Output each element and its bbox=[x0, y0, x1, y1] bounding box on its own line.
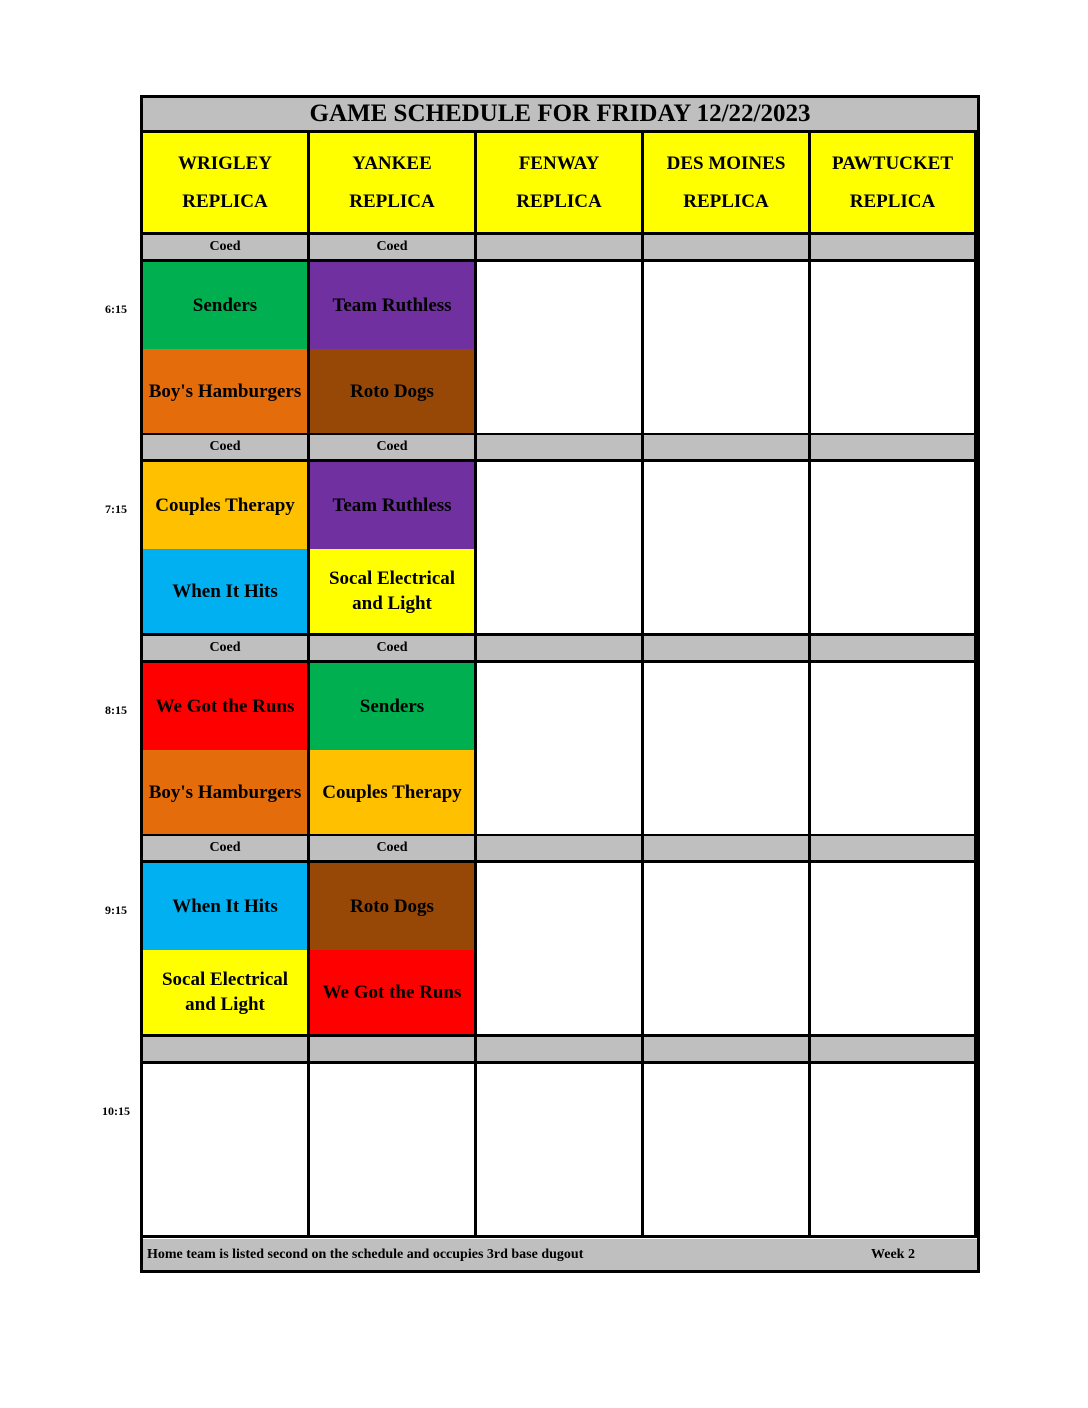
field-subtitle: REPLICA bbox=[849, 191, 936, 212]
division-bar: Coed bbox=[310, 235, 477, 262]
division-bar bbox=[644, 435, 811, 462]
empty-slot bbox=[644, 262, 811, 436]
away-team: Team Ruthless bbox=[310, 262, 477, 349]
division-bar bbox=[811, 636, 977, 663]
footer-note: Home team is listed second on the schedule and occupies 3rd base dugout bbox=[147, 1247, 584, 1262]
schedule-title: GAME SCHEDULE FOR FRIDAY 12/22/2023 bbox=[143, 98, 977, 133]
away-team: Senders bbox=[310, 663, 477, 750]
field-subtitle: REPLICA bbox=[182, 191, 268, 212]
away-team: Couples Therapy bbox=[143, 462, 310, 549]
empty-slot bbox=[644, 663, 811, 837]
schedule-table bbox=[140, 95, 980, 1273]
empty-slot bbox=[644, 863, 811, 1037]
field-subtitle: REPLICA bbox=[683, 191, 769, 212]
empty-slot bbox=[644, 462, 811, 636]
empty-slot bbox=[477, 462, 644, 636]
empty-slot bbox=[477, 262, 644, 436]
empty-slot bbox=[811, 863, 977, 1037]
time-label: 10:15 bbox=[102, 1104, 130, 1118]
field-subtitle: REPLICA bbox=[516, 191, 602, 212]
home-team: Roto Dogs bbox=[310, 349, 477, 436]
empty-slot bbox=[143, 1064, 310, 1238]
division-bar bbox=[811, 435, 977, 462]
field-header bbox=[477, 133, 644, 235]
division-bar: Coed bbox=[143, 435, 310, 462]
week-label: Week 2 bbox=[871, 1247, 915, 1262]
home-team: Boy's Hamburgers bbox=[143, 750, 310, 837]
field-header bbox=[811, 133, 977, 235]
empty-slot bbox=[644, 1064, 811, 1238]
division-bar bbox=[477, 435, 644, 462]
empty-slot bbox=[477, 863, 644, 1037]
away-team: Senders bbox=[143, 262, 310, 349]
division-bar bbox=[644, 836, 811, 863]
division-bar bbox=[644, 636, 811, 663]
home-team: Socal Electrical and Light bbox=[143, 950, 310, 1037]
time-label: 6:15 bbox=[105, 302, 127, 316]
division-bar bbox=[477, 636, 644, 663]
time-label: 8:15 bbox=[105, 703, 127, 717]
away-team: We Got the Runs bbox=[143, 663, 310, 750]
field-name: DES MOINES bbox=[666, 153, 786, 174]
division-bar: Coed bbox=[310, 435, 477, 462]
home-team: When It Hits bbox=[143, 549, 310, 636]
field-name: WRIGLEY bbox=[178, 153, 272, 174]
field-name: FENWAY bbox=[518, 153, 600, 174]
away-team: Team Ruthless bbox=[310, 462, 477, 549]
home-team: Socal Electrical and Light bbox=[310, 549, 477, 636]
footer-bar bbox=[143, 1239, 977, 1270]
division-bar bbox=[811, 235, 977, 262]
division-bar: Coed bbox=[310, 836, 477, 863]
division-bar bbox=[644, 235, 811, 262]
away-team: When It Hits bbox=[143, 863, 310, 950]
empty-slot bbox=[477, 663, 644, 837]
empty-slot bbox=[310, 1064, 477, 1238]
field-header bbox=[644, 133, 811, 235]
division-bar bbox=[477, 235, 644, 262]
away-team: Roto Dogs bbox=[310, 863, 477, 950]
division-bar bbox=[644, 1037, 811, 1064]
home-team: We Got the Runs bbox=[310, 950, 477, 1037]
division-bar: Coed bbox=[143, 836, 310, 863]
division-bar bbox=[477, 836, 644, 863]
division-bar: Coed bbox=[143, 235, 310, 262]
empty-slot bbox=[811, 1064, 977, 1238]
empty-slot bbox=[477, 1064, 644, 1238]
field-subtitle: REPLICA bbox=[349, 191, 435, 212]
division-bar bbox=[143, 1037, 310, 1064]
division-bar bbox=[811, 1037, 977, 1064]
field-header bbox=[310, 133, 477, 235]
division-bar bbox=[310, 1037, 477, 1064]
empty-slot bbox=[811, 663, 977, 837]
home-team: Boy's Hamburgers bbox=[143, 349, 310, 436]
field-header bbox=[143, 133, 310, 235]
division-bar bbox=[477, 1037, 644, 1064]
division-bar: Coed bbox=[143, 636, 310, 663]
field-name: PAWTUCKET bbox=[831, 153, 954, 174]
division-bar: Coed bbox=[310, 636, 477, 663]
home-team: Couples Therapy bbox=[310, 750, 477, 837]
division-bar bbox=[811, 836, 977, 863]
time-label: 7:15 bbox=[105, 502, 127, 516]
empty-slot bbox=[811, 462, 977, 636]
time-label: 9:15 bbox=[105, 903, 127, 917]
empty-slot bbox=[811, 262, 977, 436]
field-name: YANKEE bbox=[352, 153, 432, 174]
